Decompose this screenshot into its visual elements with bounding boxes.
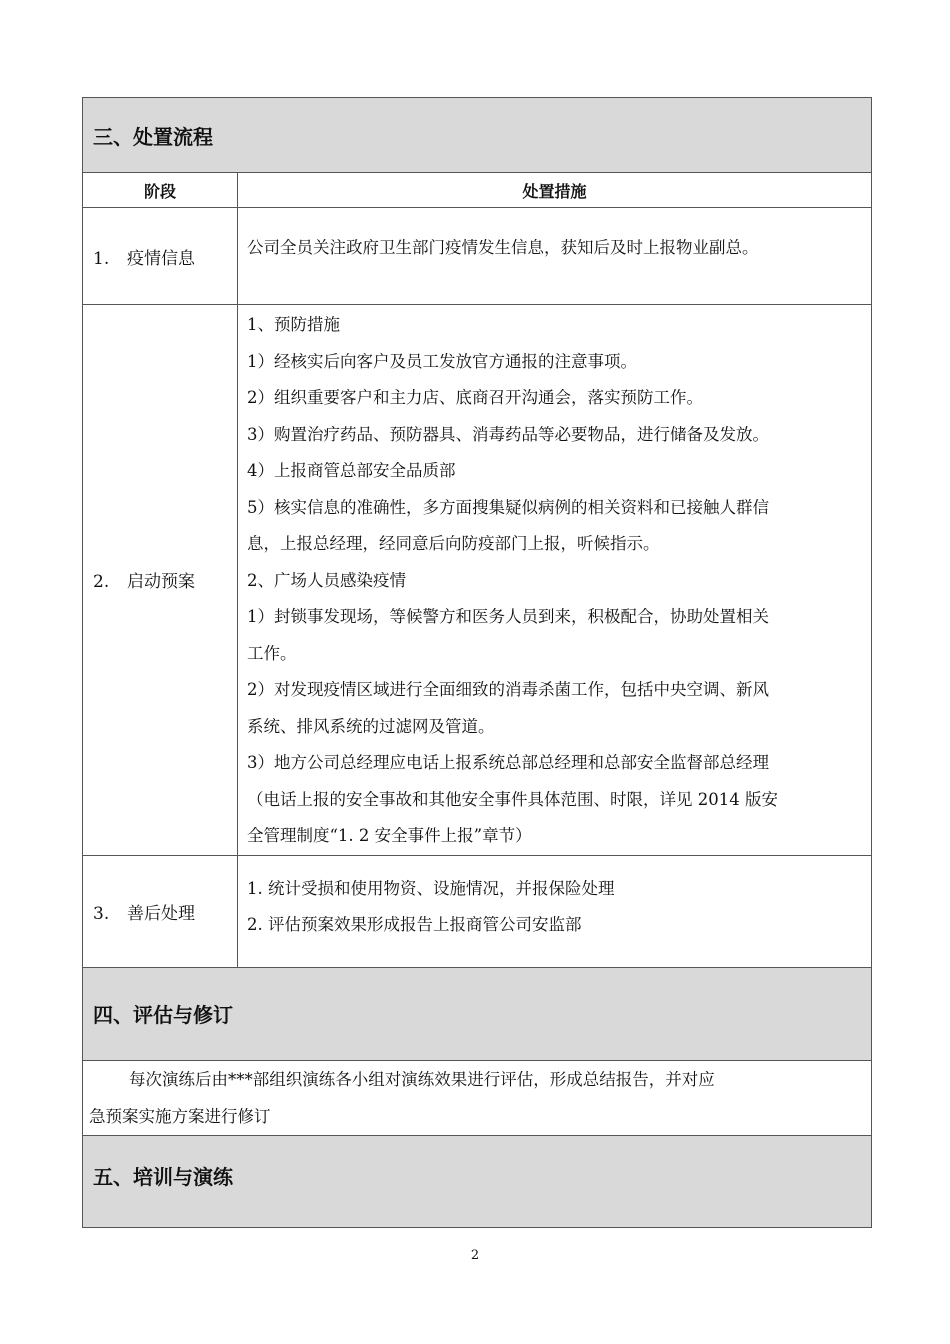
header-stage: 阶段 xyxy=(83,173,238,208)
document-table-wrapper xyxy=(82,97,871,1228)
measure-line: 1）经核实后向客户及员工发放官方通报的注意事项。 xyxy=(247,351,637,371)
measure-cell xyxy=(238,208,872,305)
measure-line: 2）组织重要客户和主力店、底商召开沟通会，落实预防工作。 xyxy=(247,388,703,407)
measure-line: 3）地方公司总经理应电话上报系统总部总经理和总部安全监督部总经理 xyxy=(247,753,769,772)
measure-line: 工作。 xyxy=(247,643,297,663)
measure-line: 全管理制度“1. 2 安全事件上报”章节） xyxy=(247,826,532,845)
table-row xyxy=(83,305,872,856)
section-title-4: 四、评估与修订 xyxy=(83,967,872,1060)
stage-label: 启动预案 xyxy=(127,572,195,593)
measure-line: 4）上报商管总部安全品质部 xyxy=(247,461,456,480)
measure-line: 公司全员关注政府卫生部门疫情发生信息，获知后及时上报物业副总。 xyxy=(247,238,759,257)
measure-line: 5）核实信息的准确性，多方面搜集疑似病例的相关资料和已接触人群信 xyxy=(247,497,769,517)
stage-cell xyxy=(83,305,238,856)
measure-line: 1. 统计受损和使用物资、设施情况，并报保险处理 xyxy=(247,878,615,898)
stage-number: 3. xyxy=(93,903,110,924)
stage-number: 1. xyxy=(93,248,110,269)
measure-line: 2. 评估预案效果形成报告上报商管公司安监部 xyxy=(247,915,582,934)
measure-line: 3）购置治疗药品、预防器具、消毒药品等必要物品，进行储备及发放。 xyxy=(247,424,769,444)
measure-line: 2）对发现疫情区域进行全面细致的消毒杀菌工作，包括中央空调、新风 xyxy=(247,680,769,699)
measure-line: （电话上报的安全事故和其他安全事件具体范围、时限，详见 2014 版安 xyxy=(247,789,778,809)
emergency-procedure-table xyxy=(82,97,872,1228)
evaluation-line-1: 每次演练后由***部组织演练各小组对演练效果进行评估，形成总结报告，并对应 xyxy=(129,1069,715,1089)
measure-line: 息，上报总经理，经同意后向防疫部门上报，听候指示。 xyxy=(247,534,660,553)
measure-line: 1）封锁事发现场，等候警方和医务人员到来，积极配合，协助处置相关 xyxy=(247,607,769,626)
evaluation-line-2: 急预案实施方案进行修订 xyxy=(89,1106,271,1126)
table-row xyxy=(83,855,872,967)
measure-cell xyxy=(238,305,872,856)
section-3-row xyxy=(83,98,872,173)
section-title-5: 五、培训与演练 xyxy=(83,1135,872,1227)
measure-line: 2、广场人员感染疫情 xyxy=(247,570,406,590)
table-header-row xyxy=(83,173,872,208)
stage-label: 善后处理 xyxy=(127,903,195,924)
section-5-row xyxy=(83,1135,872,1227)
section-4-row xyxy=(83,967,872,1060)
page-number: 2 xyxy=(470,1248,480,1263)
stage-cell xyxy=(83,208,238,305)
measure-cell xyxy=(238,855,872,967)
measure-line: 1、预防措施 xyxy=(247,315,340,334)
evaluation-paragraph xyxy=(83,1060,872,1135)
measure-line: 系统、排风系统的过滤网及管道。 xyxy=(247,716,495,736)
section-title-3: 三、处置流程 xyxy=(83,98,872,173)
header-measures: 处置措施 xyxy=(238,173,872,208)
evaluation-row xyxy=(83,1060,872,1135)
table-row xyxy=(83,208,872,305)
stage-label: 疫情信息 xyxy=(127,248,195,269)
stage-cell xyxy=(83,855,238,967)
stage-number: 2. xyxy=(93,572,110,593)
